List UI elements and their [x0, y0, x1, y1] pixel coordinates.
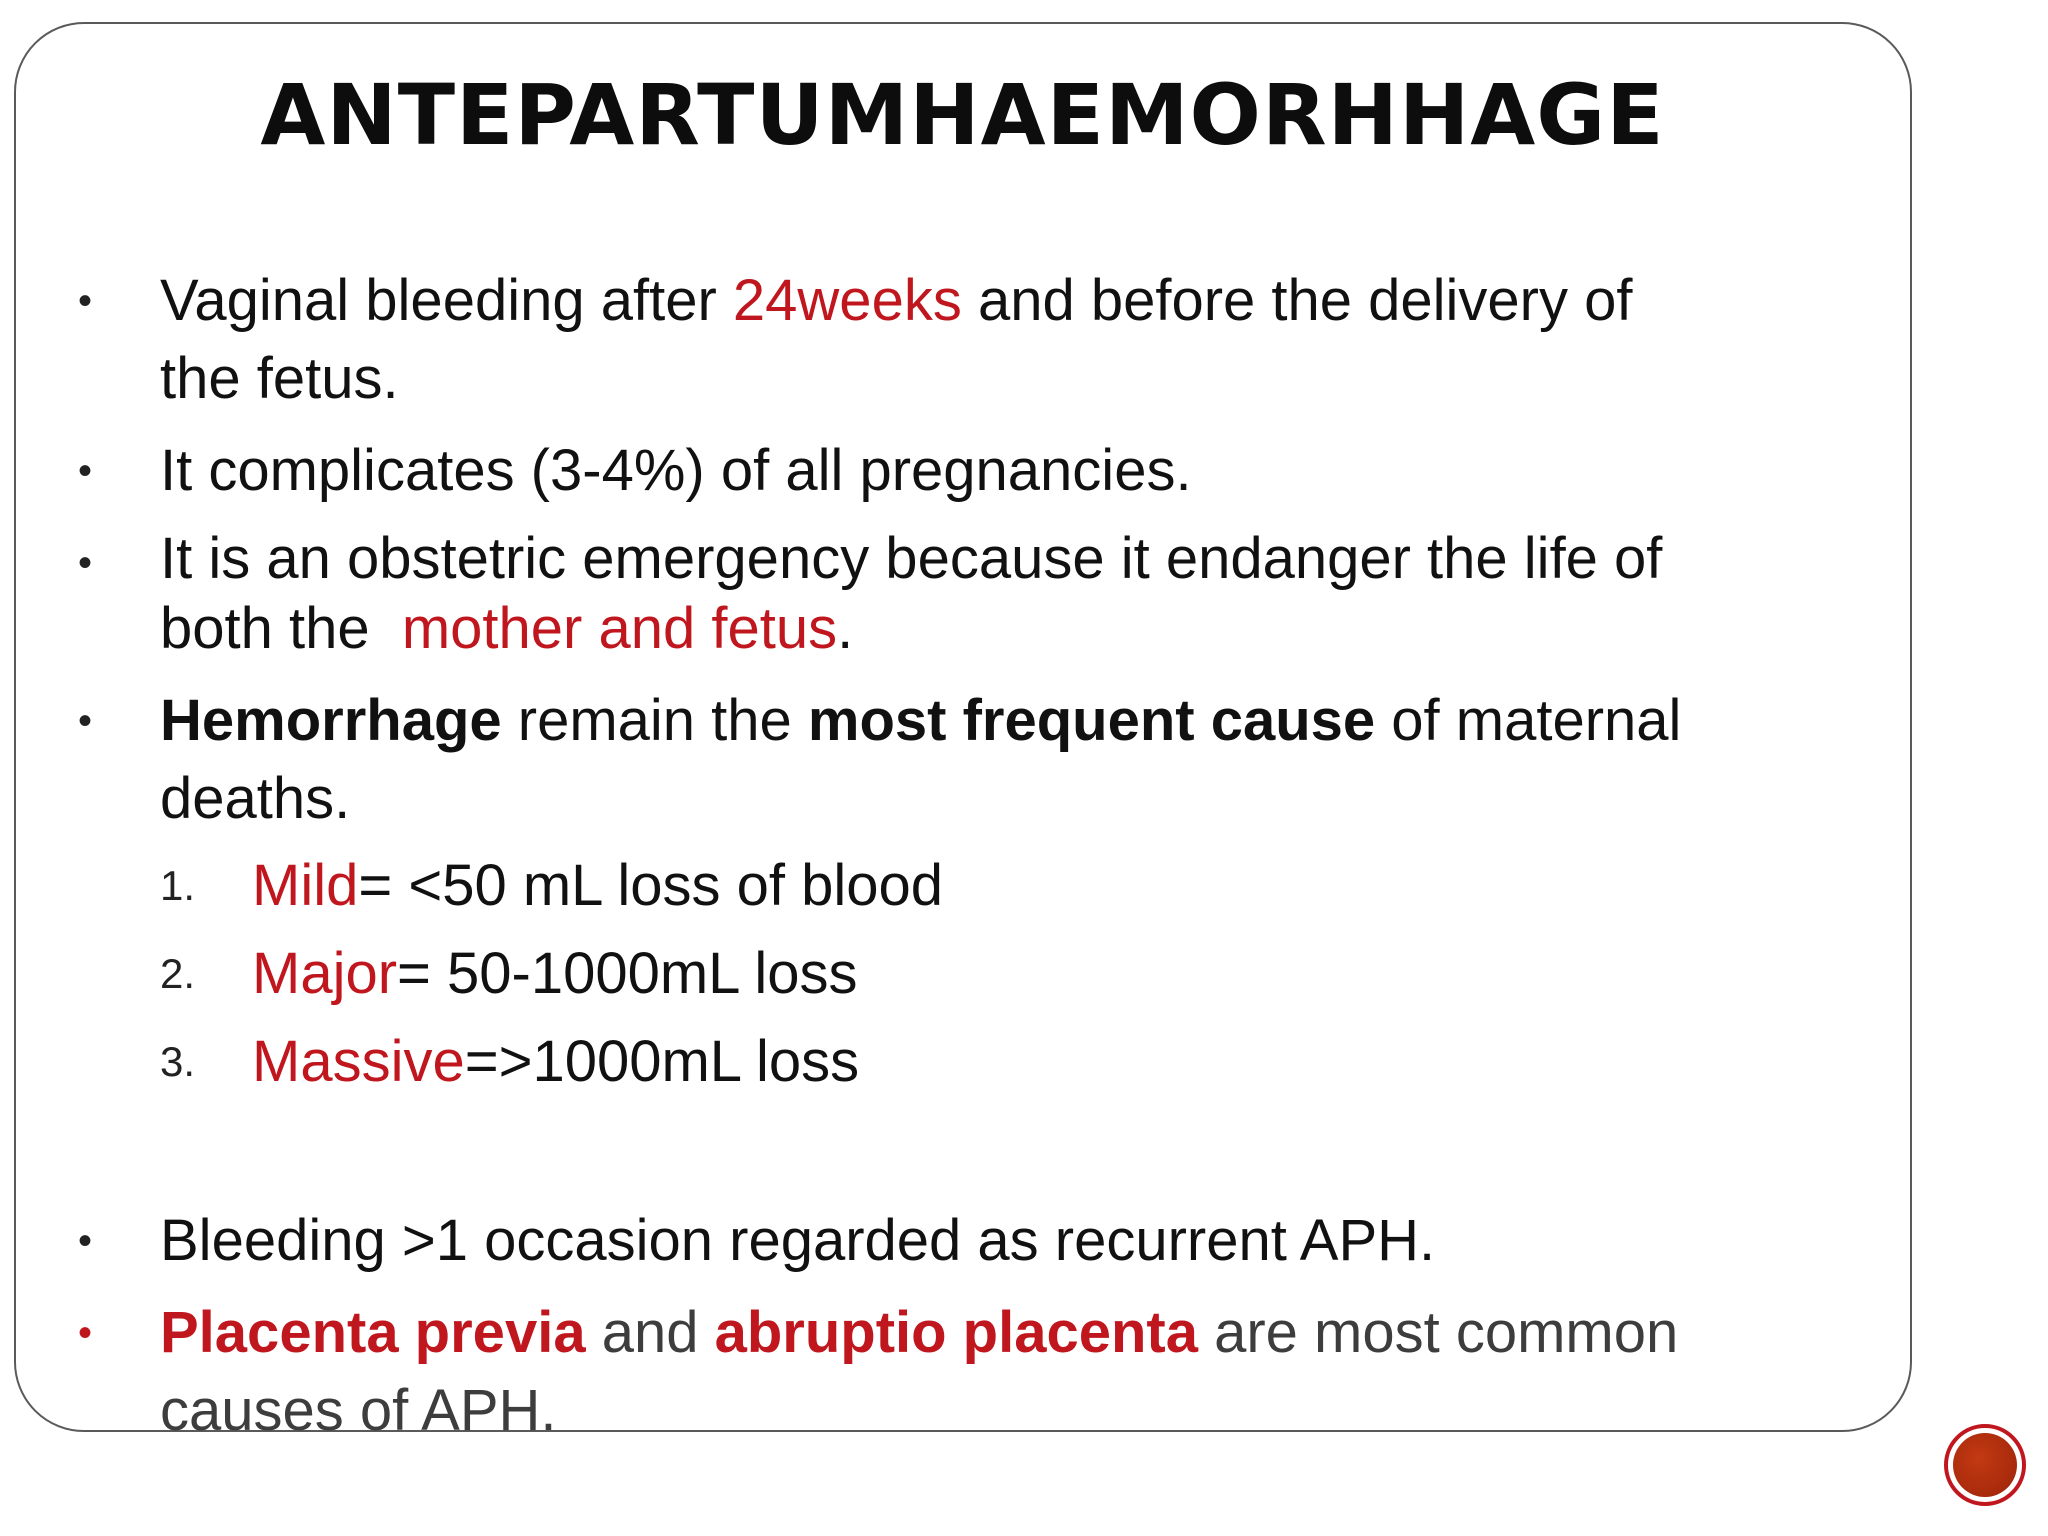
bullet-dot: • — [78, 1219, 93, 1263]
circle-nav-button-icon[interactable] — [1944, 1424, 2026, 1506]
bullet-text — [160, 1294, 1860, 1450]
bullet-text-part: deaths. — [160, 766, 351, 831]
list-number: 1. — [160, 862, 196, 909]
slide-title: ANTEPARTUMHAEMORHHAGE — [260, 66, 1665, 164]
term-major: Major — [252, 941, 398, 1006]
numbered-text — [252, 930, 858, 1018]
list-number: 3. — [160, 1038, 196, 1085]
bullet-dot: • — [78, 699, 93, 743]
bullet-dot: • — [78, 449, 93, 493]
bullet-dot: • — [78, 279, 93, 323]
numbered-text — [252, 1018, 859, 1106]
bullet-text-part: both the — [160, 596, 402, 661]
term-mild: Mild — [252, 853, 359, 918]
bullet-text-part: of maternal — [1375, 688, 1682, 753]
bold-placenta-previa: Placenta previa — [160, 1300, 586, 1365]
bold-hemorrhage: Hemorrhage — [160, 688, 502, 753]
bold-most-frequent-cause: most frequent cause — [807, 688, 1376, 753]
bullet-text — [160, 682, 1860, 838]
bullet-text: Bleeding >1 occasion regarded as recurrent APH. — [160, 1208, 1436, 1273]
bullet-text-part: . — [837, 596, 854, 661]
bullet-dot: • — [78, 1311, 93, 1355]
bullet-text-part: and before the delivery of — [961, 268, 1633, 333]
bold-abruptio-placenta: abruptio placenta — [714, 1300, 1198, 1365]
numbered-rest: = 50-1000mL loss — [397, 941, 858, 1006]
bullet-text — [160, 262, 1860, 418]
bullet-text — [160, 524, 1860, 664]
numbered-text — [252, 842, 943, 930]
bullet-text-part: It is an obstetric emergency because it endanger the life of — [160, 526, 1663, 591]
list-number: 2. — [160, 950, 196, 997]
highlight-24weeks: 24weeks — [732, 268, 962, 333]
term-massive: Massive — [252, 1029, 465, 1094]
numbered-rest: = <50 mL loss of blood — [358, 853, 944, 918]
bullet-text-part: and — [585, 1300, 715, 1365]
bullet-text-part: are most common — [1197, 1300, 1679, 1365]
bullet-text-part: causes of APH. — [160, 1378, 557, 1443]
bullet-text-part: the fetus. — [160, 346, 399, 411]
bullet-text-part: remain the — [501, 688, 808, 753]
bullet-text: It complicates (3-4%) of all pregnancies. — [160, 438, 1192, 503]
nav-button-fill — [1953, 1433, 2017, 1497]
numbered-rest: =>1000mL loss — [464, 1029, 860, 1094]
bullet-text-part: Vaginal bleeding after — [160, 268, 733, 333]
highlight-mother-and-fetus: mother and fetus — [401, 596, 838, 661]
bullet-dot: • — [78, 541, 93, 585]
